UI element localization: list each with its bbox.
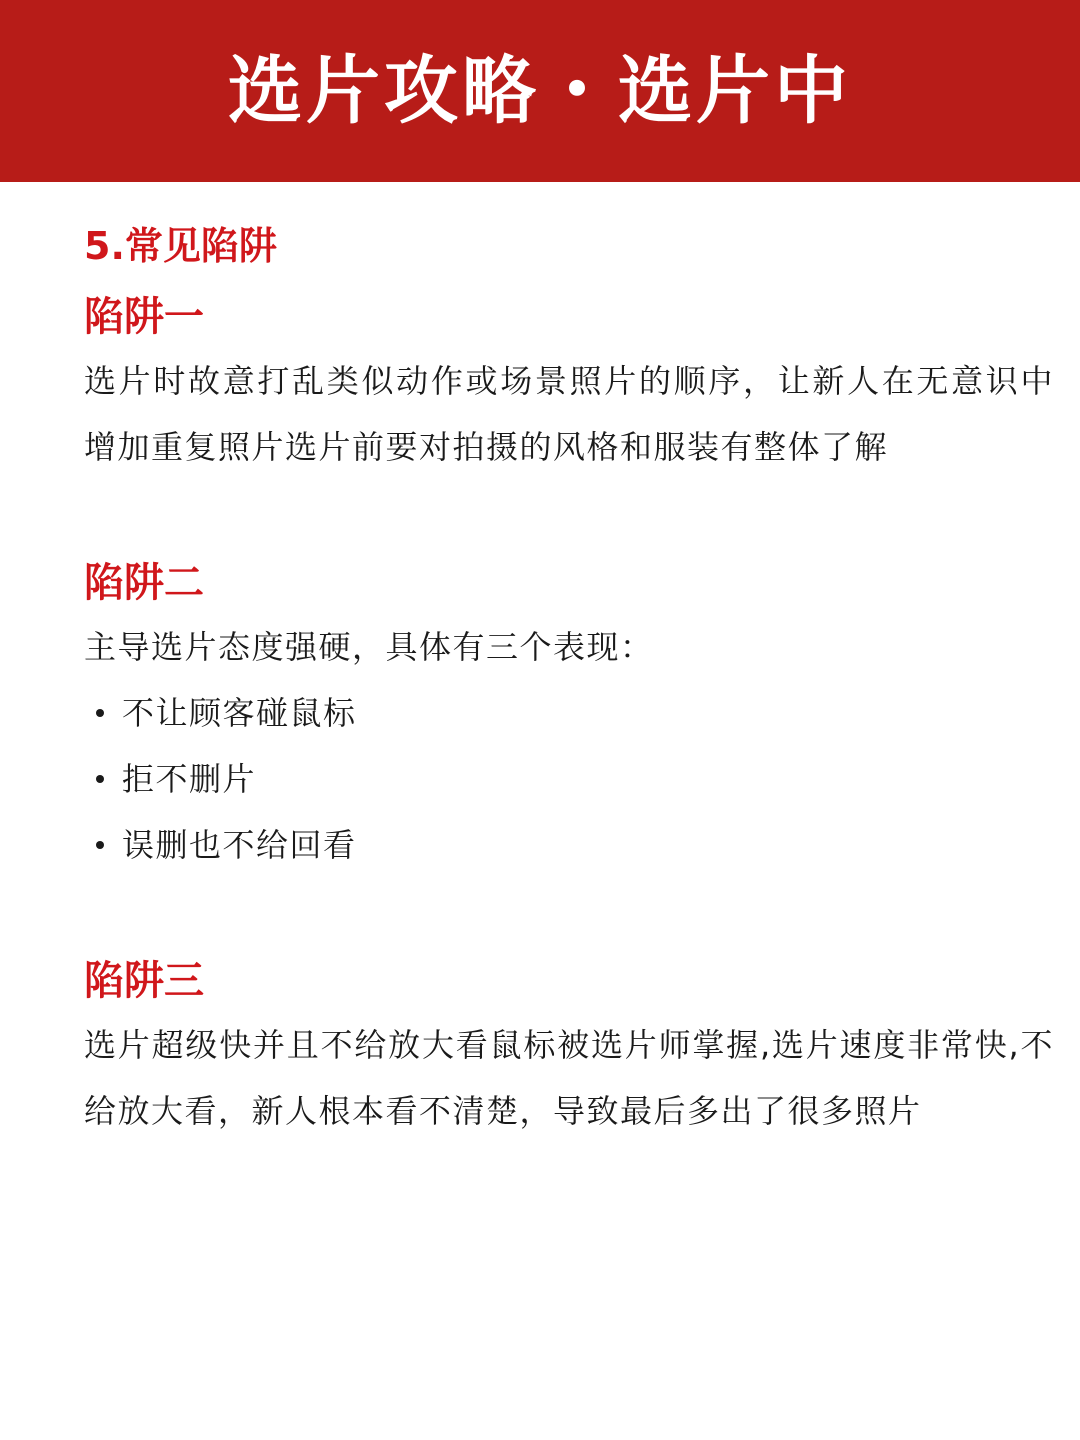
bullet-icon <box>96 709 104 717</box>
trap-description: 选片超级快并且不给放大看鼠标被选片师掌握,选片速度非常快,不给放大看，新人根本看不清楚，导致最后多出了很多照片 <box>84 1026 1054 1130</box>
trap-heading: 陷阱二 <box>84 560 204 606</box>
bullet-list <box>84 680 1054 878</box>
list-item-text: 拒不删片 <box>122 760 257 798</box>
trap-description: 选片时故意打乱类似动作或场景照片的顺序，让新人在无意识中增加重复照片选片前要对拍摄的风格和服装有整体了解 <box>84 362 1054 466</box>
bullet-icon <box>96 841 104 849</box>
trap-two <box>84 552 1054 878</box>
section-heading: 5.常见陷阱 <box>84 224 277 268</box>
trap-intro: 主导选片态度强硬，具体有三个表现： <box>84 628 654 666</box>
trap-heading: 陷阱三 <box>84 958 204 1004</box>
main-content <box>84 218 1054 1144</box>
trap-one <box>84 286 1054 480</box>
list-item <box>84 812 1054 878</box>
list-item <box>84 746 1054 812</box>
page-title: 选片攻略・选片中 <box>228 48 852 134</box>
bullet-icon <box>96 775 104 783</box>
trap-heading: 陷阱一 <box>84 294 204 340</box>
list-item <box>84 680 1054 746</box>
header-banner <box>0 0 1080 182</box>
trap-three <box>84 950 1054 1144</box>
list-item-text: 误删也不给回看 <box>122 826 357 864</box>
list-item-text: 不让顾客碰鼠标 <box>122 694 357 732</box>
